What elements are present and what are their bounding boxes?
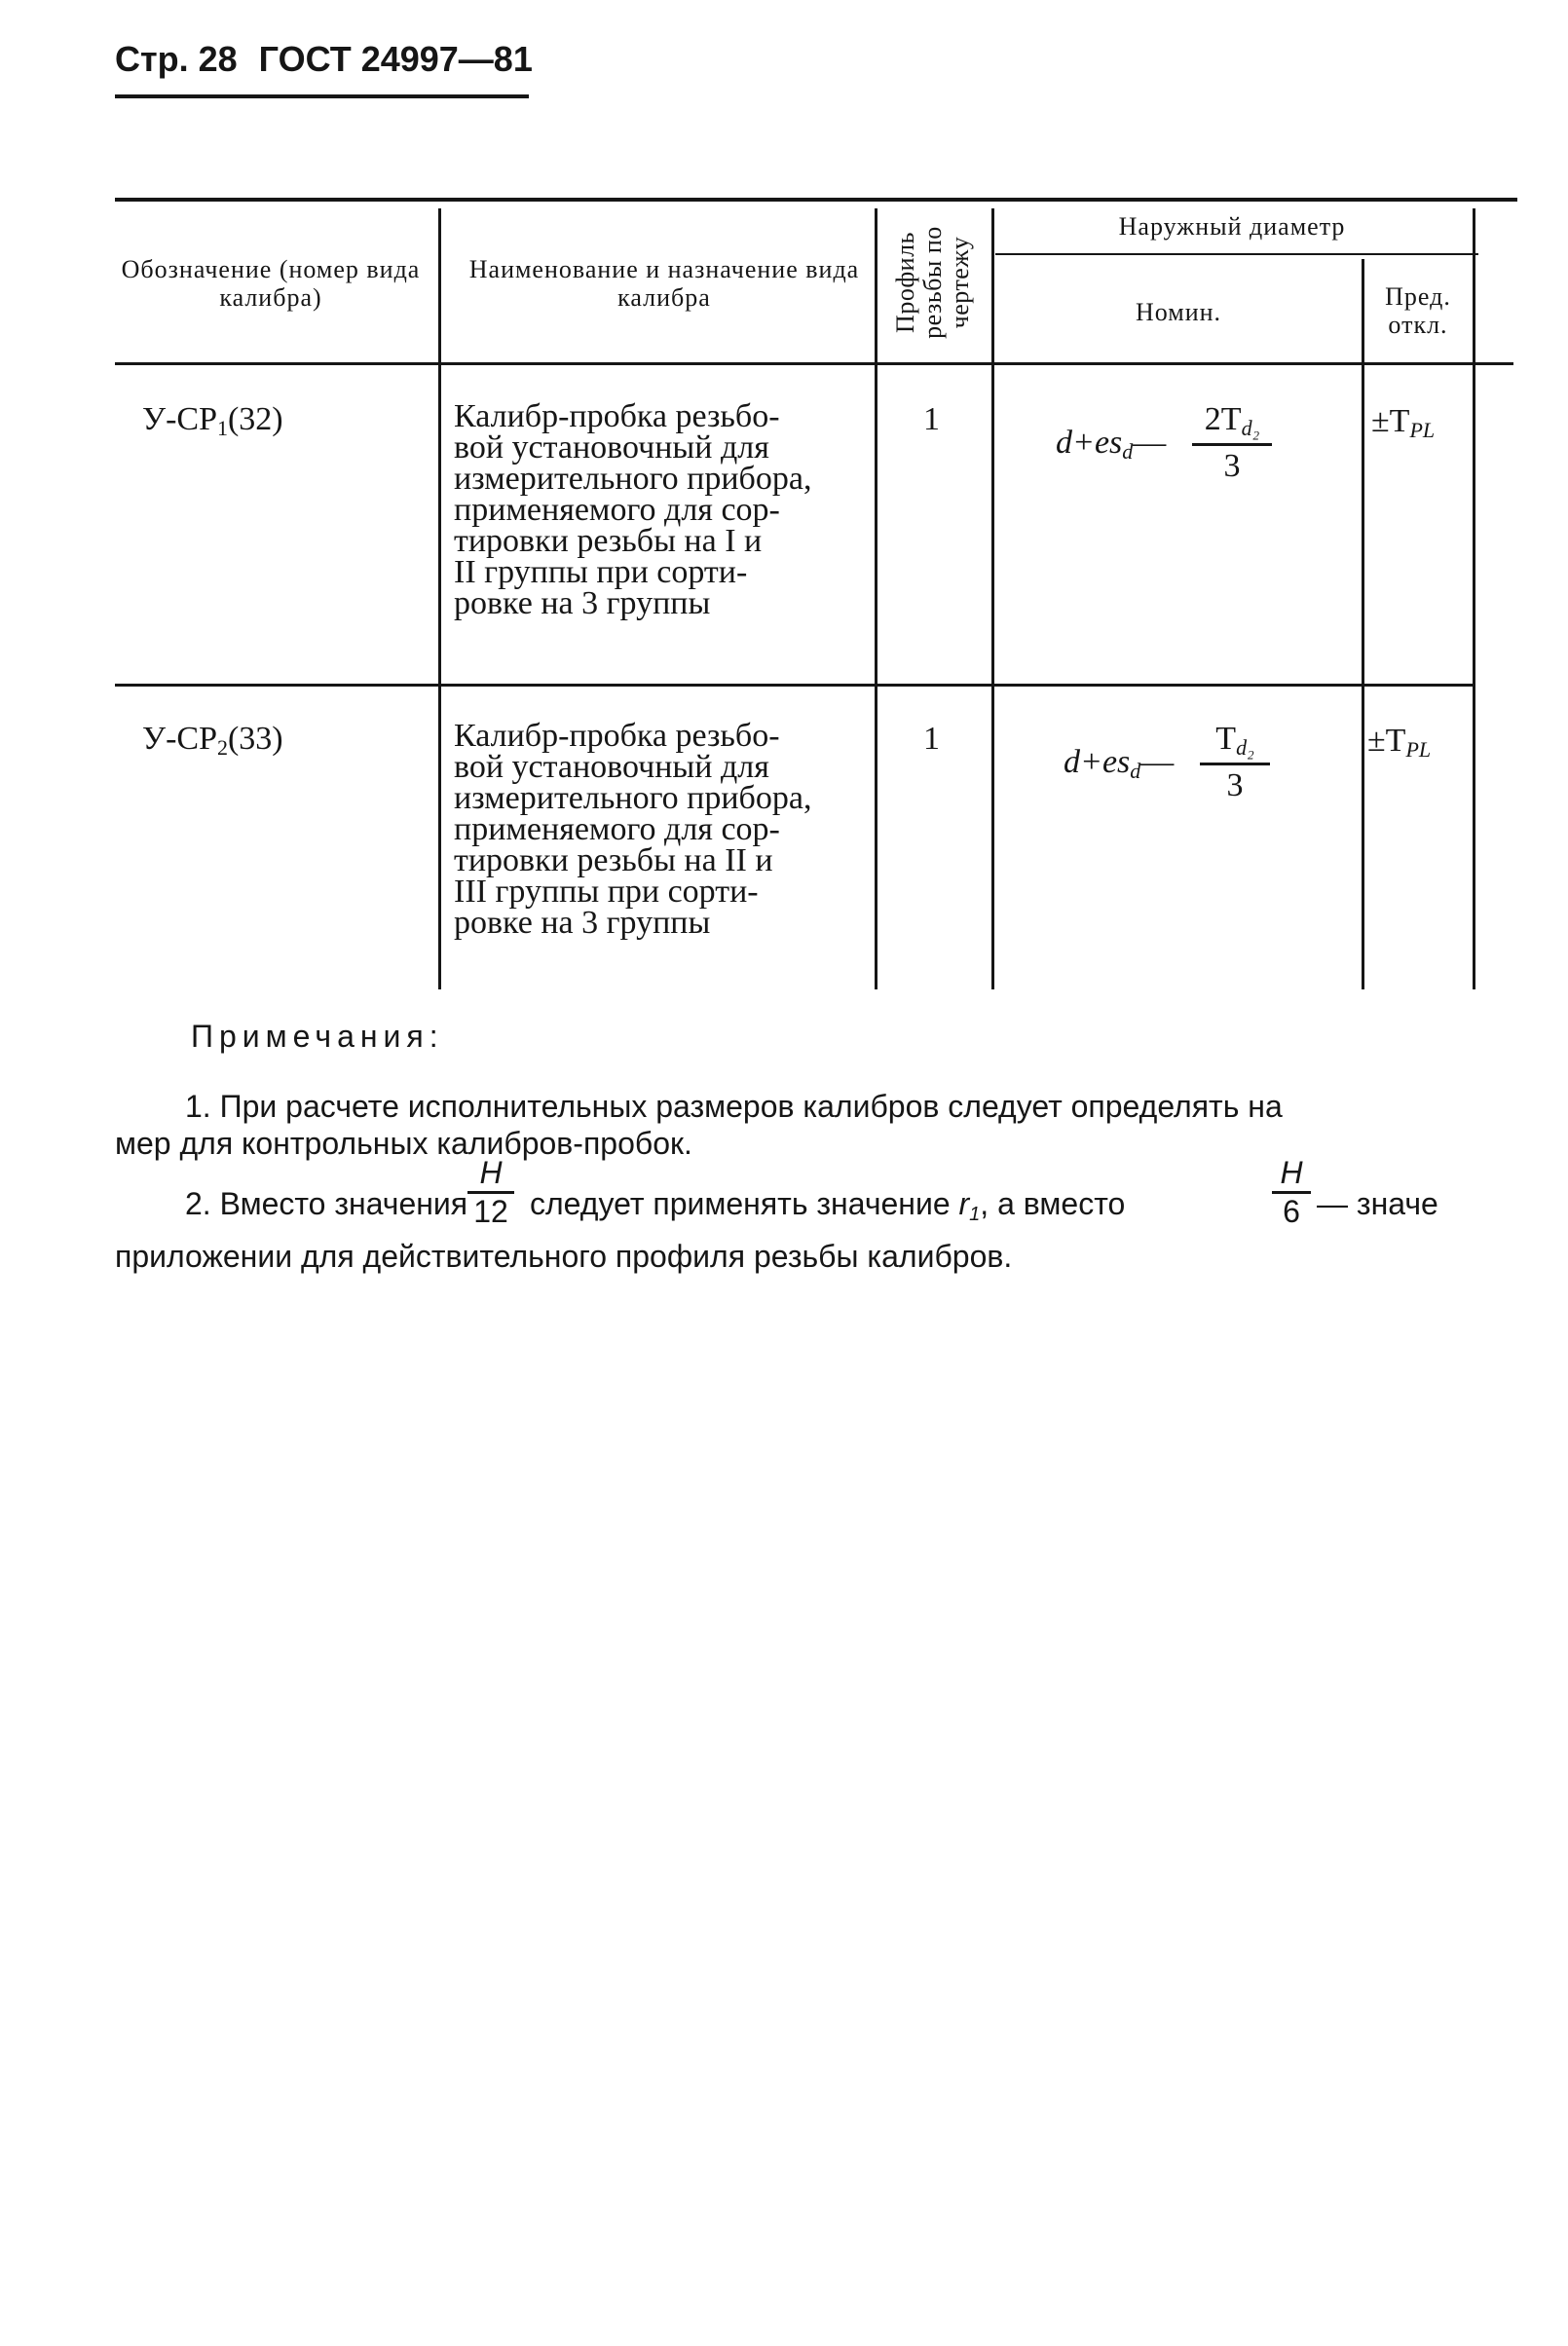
col-line-1: [438, 208, 441, 989]
header-deviation: Пред. откл.: [1385, 282, 1451, 339]
row1-nominal-formula: $d+es_d—$: [1056, 425, 1167, 464]
col-line-5: [1473, 208, 1475, 989]
note1-line1: 1. При расчете исполнительных размеров калибров следует определять на: [185, 1089, 1283, 1124]
table-top-rule: [115, 198, 1517, 202]
page-number: Стр. 28: [115, 39, 238, 79]
standard-number: ГОСТ 24997—81: [258, 39, 533, 79]
col-line-2: [875, 208, 877, 989]
header-name: Наименование и назначение вида калибра: [468, 255, 860, 312]
row2-deviation: $\pm T_{PL}$: [1367, 723, 1432, 762]
note2-fraction-h6: H 6: [1272, 1155, 1311, 1230]
col-line-4: [1362, 259, 1364, 989]
page-header: [115, 39, 533, 80]
row1-designation: $У-СР_1(32)$: [142, 401, 283, 440]
note1-line2: мер для контрольных калибров-пробок.: [115, 1126, 692, 1161]
header-nominal: Номин.: [1135, 298, 1222, 326]
note2-text-a: 2. Вместо значения: [185, 1186, 468, 1221]
header-profile-text: Профиль резьбы по чертежу: [891, 226, 974, 339]
row2-nominal-fraction: $T_{d_2}$ 3: [1200, 721, 1270, 804]
row2-profile: 1: [923, 721, 940, 757]
note2-text-b: следует применять значение $r_1$, а вместо: [530, 1186, 1126, 1225]
row2-designation: $У-СР_2(33)$: [142, 721, 283, 760]
note2-line2: приложении для действительного профиля резьбы калибров.: [115, 1239, 1013, 1274]
note2-text-d: — значе: [1317, 1186, 1438, 1221]
header-underline: [115, 94, 529, 98]
header-bottom-rule: [115, 362, 1513, 365]
row2-nominal-formula: $d+es_d—$: [1064, 744, 1175, 783]
header-profile: [878, 214, 988, 351]
col-line-3: [991, 208, 994, 989]
row1-description: Калибр-пробка резьбо- вой установочный для измерительного прибора, применяемого для сор- тировки резьбы на I и II группы при сорти- ровке на 3 группы: [454, 398, 812, 621]
row1-nominal-fraction: $2T_{d_2}$ 3: [1192, 401, 1272, 485]
header-outer-diameter: Наружный диаметр: [1118, 212, 1346, 241]
row1-profile: 1: [923, 401, 940, 437]
notes-title: Примечания:: [191, 1019, 444, 1054]
subheader-rule: [995, 253, 1478, 255]
note2-fraction-h12: H 12: [467, 1155, 514, 1230]
row-divider: [115, 684, 1473, 687]
row2-description: Калибр-пробка резьбо- вой установочный для измерительного прибора, применяемого для сор- тировки резьбы на II и III группы при сорти- ровке на 3 группы: [454, 718, 812, 941]
header-designation: Обозначение (номер вида калибра): [121, 255, 421, 312]
row1-deviation: $\pm T_{PL}$: [1371, 403, 1436, 442]
